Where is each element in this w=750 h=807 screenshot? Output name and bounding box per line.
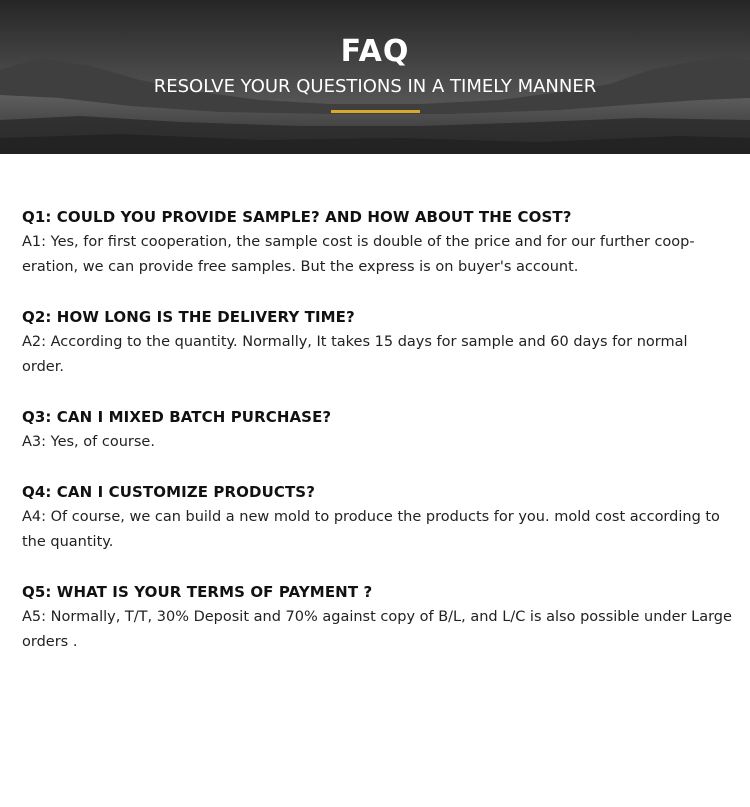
faq-item — [22, 305, 734, 380]
faq-answer: A5: Normally, T/T, 30% Deposit and 70% against copy of B/L, and L/C is also possible under Large orders . — [22, 609, 732, 650]
faq-item — [22, 205, 734, 280]
faq-question: Q5: WHAT IS YOUR TERMS OF PAYMENT ? — [22, 583, 373, 601]
faq-banner — [0, 0, 750, 154]
faq-question: Q3: CAN I MIXED BATCH PURCHASE? — [22, 408, 332, 426]
faq-answer: A2: According to the quantity. Normally, It takes 15 days for sample and 60 days for normal order. — [22, 334, 688, 375]
faq-list — [22, 205, 734, 680]
faq-question: Q1: COULD YOU PROVIDE SAMPLE? AND HOW ABOUT THE COST? — [22, 208, 572, 226]
faq-item — [22, 405, 734, 455]
faq-question: Q2: HOW LONG IS THE DELIVERY TIME? — [22, 308, 355, 326]
faq-answer: A3: Yes, of course. — [22, 434, 155, 450]
page-subtitle: RESOLVE YOUR QUESTIONS IN A TIMELY MANNER — [153, 76, 597, 97]
page-title: FAQ — [340, 34, 410, 69]
faq-answer: A4: Of course, we can build a new mold to produce the products for you. mold cost according to the quantity. — [22, 509, 720, 550]
faq-item — [22, 580, 734, 655]
title-underline — [331, 110, 420, 113]
faq-item — [22, 480, 734, 555]
faq-answer: A1: Yes, for first cooperation, the sample cost is double of the price and for our further coop-eration, we can provide free samples. But the express is on buyer's account. — [22, 234, 695, 275]
faq-question: Q4: CAN I CUSTOMIZE PRODUCTS? — [22, 483, 316, 501]
